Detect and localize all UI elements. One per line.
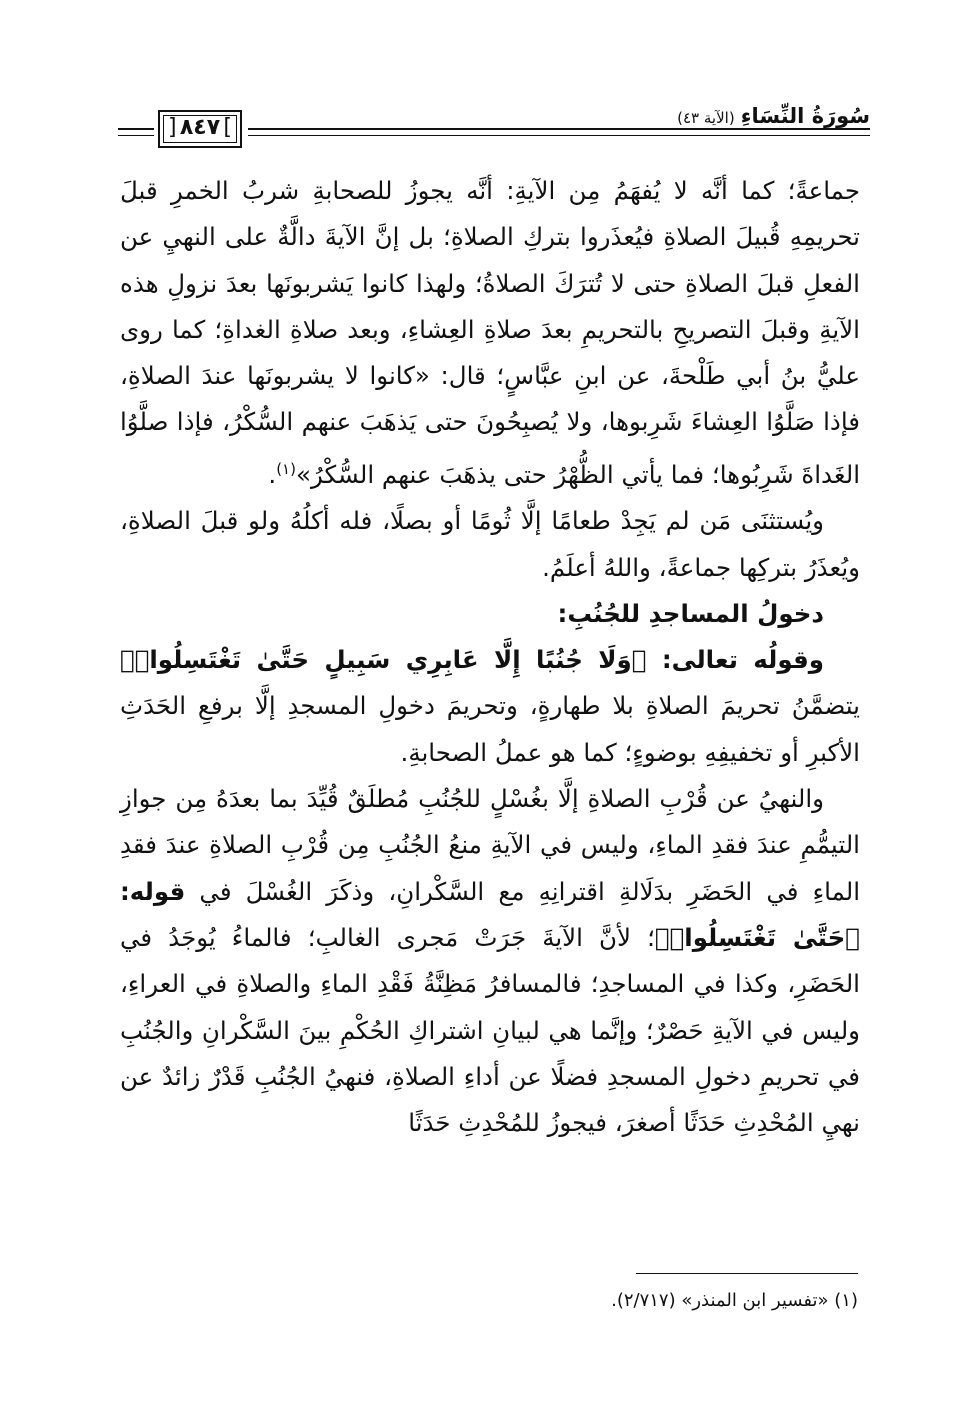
- header-rule: [248, 128, 870, 130]
- section-heading: دخولُ المساجدِ للجُنُبِ:: [557, 598, 824, 628]
- page-number-frame: [158, 110, 242, 148]
- header-rule: [248, 135, 870, 136]
- page-number: [ ٨٤٧ ]: [160, 115, 240, 140]
- verse-quote: قوله: ﴿حَتَّىٰ تَغْتَسِلُوا۟﴾: [120, 876, 860, 952]
- footnote: [611, 1290, 858, 1311]
- paragraph: جماعةً؛ كما أنَّه لا يُفهَمُ مِن الآيةِ: أنَّه يجوزُ للصحابةِ شربُ الخمرِ قبلَ تحريمِهِ قُبيلَ الصلاةِ فيُعذَروا بتركِ الصلاةِ؛ بل إنَّ الآيةَ دالَّةٌ على النهيِ عن الفعلِ قبلَ الصلاةِ حتى لا تُترَكَ الصلاةُ؛ ولهذا كانوا يَشربونَها بعدَ نزولِ هذه الآيةِ وقبلَ التصريحِ بالتحريمِ بعدَ صلاةِ العِشاءِ، وبعد صلاةِ الغداةِ؛ كما روى عليُّ بنُ أبي طَلْحةَ، عن ابنِ عبَّاسٍ؛ قال: «كانوا لا يشربونَها عندَ الصلاةِ، فإذا صَلَّوُا العِشاءَ شَرِبوها، ولا يُصبِحُونَ حتى يَذهَبَ عنهم السُّكْرُ، فإذا صلَّوُا الغَداةَ شَرِبُوها؛ فما يأتي الظُّهْرُ حتى يذهَبَ عنهم السُّكْرُ»$^{(١)}$.: [120, 176, 860, 489]
- main-text: [120, 168, 860, 1146]
- surah-name: سُورَةُ النِّسَاءِ: [740, 104, 870, 128]
- footnote-text: «تفسير ابن المنذر» (٢/٧١٧).: [611, 1290, 829, 1311]
- header-rule: [118, 135, 154, 136]
- verse-quote: وقولُه تعالى: ﴿وَلَا جُنُبًا إِلَّا عَابِرِي سَبِيلٍ حَتَّىٰ تَغْتَسِلُوا۟﴾: [120, 645, 824, 675]
- page-header: [118, 104, 870, 154]
- footnote-separator: [636, 1273, 858, 1274]
- paragraph: وقولُه تعالى: ﴿وَلَا جُنُبًا إِلَّا عَابِرِي سَبِيلٍ حَتَّىٰ تَغْتَسِلُوا۟﴾ يتضمَّنُ تحريمَ الصلاةِ بلا طهارةٍ، وتحريمَ دخولِ المسجدِ إلَّا برفعِ الحَدَثِ الأكبرِ أو تخفيفِهِ بوضوءٍ؛ كما هو عملُ الصحابةِ.: [120, 645, 860, 767]
- running-title: [669, 104, 870, 128]
- paragraph: والنهيُ عن قُرْبِ الصلاةِ إلَّا بغُسْلٍ للجُنُبِ مُطلَقٌ قُيِّدَ بما بعدَهُ مِن جوازِ التيمُّمِ عندَ فقدِ الماءِ، وليس في الآيةِ منعُ الجُنُبِ مِن قُرْبِ الصلاةِ عندَ فقدِ الماءِ في الحَضَرِ بدَلَالةِ اقترانِهِ مع السَّكْرانِ، وذكَرَ الغُسْلَ في قوله: ﴿حَتَّىٰ تَغْتَسِلُوا۟﴾؛ لأنَّ الآيةَ جَرَتْ مَجرى الغالبِ؛ فالماءُ يُوجَدُ في الحَضَرِ، وكذا في المساجدِ؛ فالمسافرُ مَظِنَّةُ فَقْدِ الماءِ والصلاةِ في العراءِ، وليس في الآيةِ حَصْرٌ؛ وإنَّما هي لبيانِ اشتراكِ الحُكْمِ بينَ السَّكْرانِ والجُنُبِ في تحريمِ دخولِ المسجدِ فضلًا عن أداءِ الصلاةِ، فنهيُ الجُنُبِ قَدْرٌ زائدٌ عن نهيِ المُحْدِثِ حَدَثًا أصغرَ، فيجوزُ للمُحْدِثِ حَدَثًا: [120, 784, 860, 1138]
- footnote-marker: (١): [276, 459, 296, 478]
- header-rule: [118, 128, 154, 130]
- footnote-number: (١): [834, 1290, 858, 1311]
- paragraph: ويُستثنَى مَن لم يَجِدْ طعامًا إلَّا ثُومًا أو بصلًا، فله أكلُهُ ولو قبلَ الصلاةِ، ويُعذَرُ بتركِها جماعةً، واللهُ أعلَمُ.: [120, 506, 860, 582]
- ayah-reference: (الآية ٤٣): [677, 109, 735, 127]
